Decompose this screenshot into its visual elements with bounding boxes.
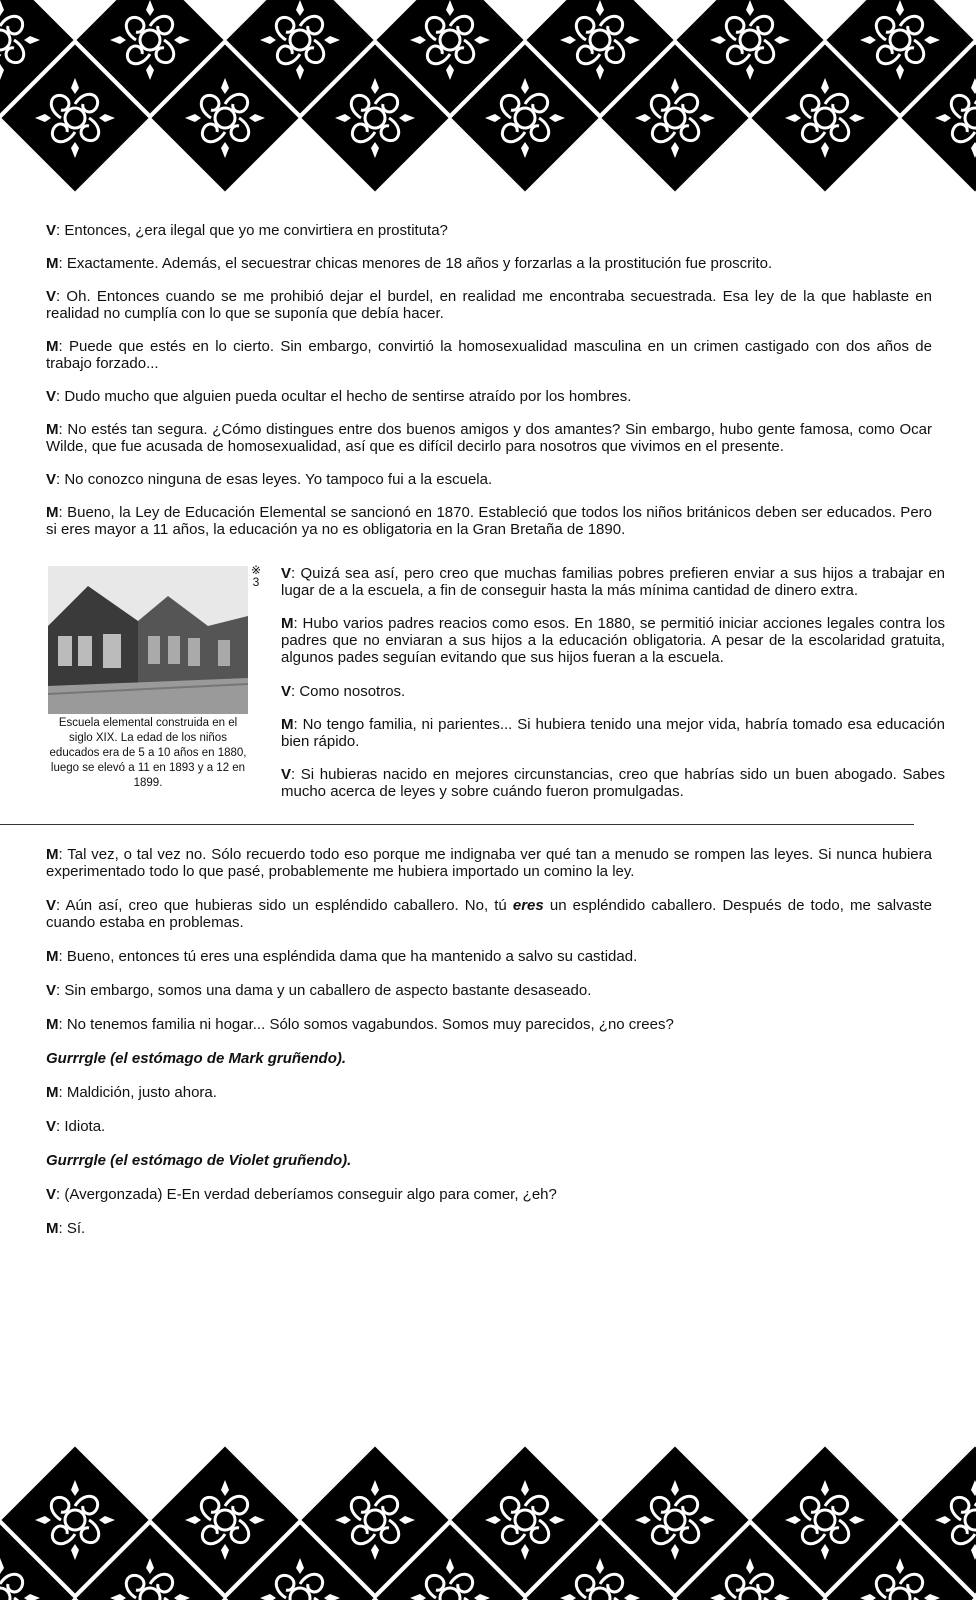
dialogue-line [46,897,932,931]
dialogue-text: : Tal vez, o tal vez no. Sólo recuerdo todo eso porque me indignaba ver qué tan a menudo se rompen las leyes. Si nunca hubiera experimentado todo lo que pasé, probablemente me hubiera importado un comino la ley. [46,846,932,880]
dialogue-text: : No conozco ninguna de esas leyes. Yo tampoco fui a la escuela. [56,471,493,488]
dialogue-text: : Como nosotros. [291,683,406,700]
speaker-label: M [46,1220,59,1237]
dialogue-text: : No tenemos familia ni hogar... Sólo somos vagabundos. Somos muy parecidos, ¿no crees? [58,1016,674,1033]
speaker-label: V [46,388,57,405]
dialogue-text: : Bueno, la Ley de Educación Elemental se sancionó en 1870. Estableció que todos los niños británicos deben ser educados. Pero si eres mayor a 11 años, la educación ya no es obligatoria en la Gran Bretaña de 1890. [46,504,932,538]
dialogue-text: : Idiota. [56,1118,106,1135]
dialogue-line [281,565,945,599]
diamond-pattern-icon [0,1438,976,1600]
diamond-pattern-icon [0,0,976,200]
speaker-label: V [46,897,57,914]
dialogue-text: : (Avergonzada) E-En verdad deberíamos conseguir algo para comer, ¿eh? [56,1186,557,1203]
school-building-photo-icon [48,566,248,714]
bottom-ornamental-border [0,1438,976,1600]
speaker-label: V [281,565,292,582]
speaker-label: M [46,846,59,863]
speaker-label: M [281,615,294,632]
dialogue-line [46,255,932,272]
dialogue-text: un espléndido caballero. Después de todo, me salvaste cuando estaba en problemas. [46,897,932,931]
dialogue-line [46,948,932,965]
speaker-label: M [46,421,59,438]
speaker-label: M [46,255,59,272]
dialogue-text: : Hubo varios padres reacios como esos. En 1880, se permitió iniciar acciones legales contra los padres que no enviaran a sus hijos a la educación obligatoria. A pesar de la escolaridad gratuita, algunos pades seguían evitando que sus hijos fueran a la escuela. [281,615,945,666]
speaker-label: M [46,1084,59,1101]
emphasis-text: eres [512,897,544,914]
footnote-number: 3 [252,575,260,589]
dialogue-line [46,471,932,488]
dialogue-line [46,338,932,372]
speaker-label: V [46,222,57,239]
dialogue-line [46,846,932,880]
speaker-label: M [46,338,59,355]
dialogue-text: : Exactamente. Además, el secuestrar chicas menores de 18 años y forzarlas a la prostitución fue proscrito. [58,255,773,272]
dialogue-line [46,982,932,999]
speaker-label: M [46,1016,59,1033]
dialogue-line [281,683,945,700]
dialogue-text: : No estés tan segura. ¿Cómo distingues entre dos buenos amigos y dos amantes? Sin embargo, hubo gente famosa, como Ocar Wilde, que fue acusada de homosexualidad, así que es difícil decirlo para nosotros que vivimos en el presente. [46,421,932,455]
footnote-marker [250,564,262,588]
speaker-label: V [46,471,57,488]
speaker-label: V [46,1118,57,1135]
dialogue-text: : Si hubieras nacido en mejores circunstancias, creo que habrías sido un buen abogado. Sabes mucho acerca de leyes y sobre cuándo fueron promulgadas. [281,766,945,800]
dialogue-text: : Bueno, entonces tú eres una espléndida dama que ha mantenido a salvo su castidad. [58,948,638,965]
dialogue-text: : Quizá sea así, pero creo que muchas familias pobres prefieren enviar a sus hijos a trabajar en lugar de a la escuela, a fin de conseguir hasta la más mínima cantidad de dinero extra. [281,565,945,599]
section-divider [0,824,914,825]
dialogue-line [46,421,932,455]
dialogue-line [46,222,932,239]
speaker-label: V [46,1186,57,1203]
dialogue-text: : Puede que estés en lo cierto. Sin embargo, convirtió la homosexualidad masculina en un crimen castigado con dos años de trabajo forzado... [46,338,932,372]
dialogue-text: : No tengo familia, ni parientes... Si hubiera tenido una mejor vida, habría tomado esa educación bien rápido. [281,716,945,750]
dialogue-text: : Entonces, ¿era ilegal que yo me convirtiera en prostituta? [56,222,448,239]
dialogue-line [281,615,945,666]
dialogue-line [46,1118,932,1135]
sound-effect-line: Gurrrgle (el estómago de Violet gruñendo). [46,1152,352,1169]
dialogue-line [281,716,945,750]
dialogue-text: : Oh. Entonces cuando se me prohibió dejar el burdel, en realidad me encontraba secuestrada. Esa ley de la que hablaste en realidad no cumplía con lo que se suponía que debía hacer. [46,288,932,322]
dialogue-line [46,1016,932,1033]
dialogue-line [46,1220,932,1237]
speaker-label: V [281,766,292,783]
speaker-label: M [46,504,59,521]
top-ornamental-border [0,0,976,200]
dialogue-text: : Sí. [58,1220,86,1237]
school-photo [48,566,248,714]
dialogue-text: : Maldición, justo ahora. [58,1084,217,1101]
footnote-symbol: ※ [250,563,262,577]
speaker-label: M [281,716,294,733]
dialogue-line [46,288,932,322]
sound-effect-line: Gurrrgle (el estómago de Mark gruñendo). [46,1050,347,1067]
dialogue-line [281,766,945,800]
speaker-label: V [46,288,57,305]
dialogue-text: : Sin embargo, somos una dama y un caballero de aspecto bastante desaseado. [56,982,592,999]
dialogue-line [46,1084,932,1101]
dialogue-text: : Aún así, creo que hubieras sido un espléndido caballero. No, tú [56,897,513,914]
speaker-label: M [46,948,59,965]
dialogue-line [46,1186,932,1203]
speaker-label: V [281,683,292,700]
speaker-label: V [46,982,57,999]
dialogue-line [46,388,932,405]
dialogue-text: : Dudo mucho que alguien pueda ocultar el hecho de sentirse atraído por los hombres. [56,388,632,405]
dialogue-line [46,504,932,538]
photo-caption: Escuela elemental construida en el siglo XIX. La edad de los niños educados era de 5 a 10 años en 1880, luego se elevó a 11 en 1893 y a 12 en 1899. [49,717,247,789]
